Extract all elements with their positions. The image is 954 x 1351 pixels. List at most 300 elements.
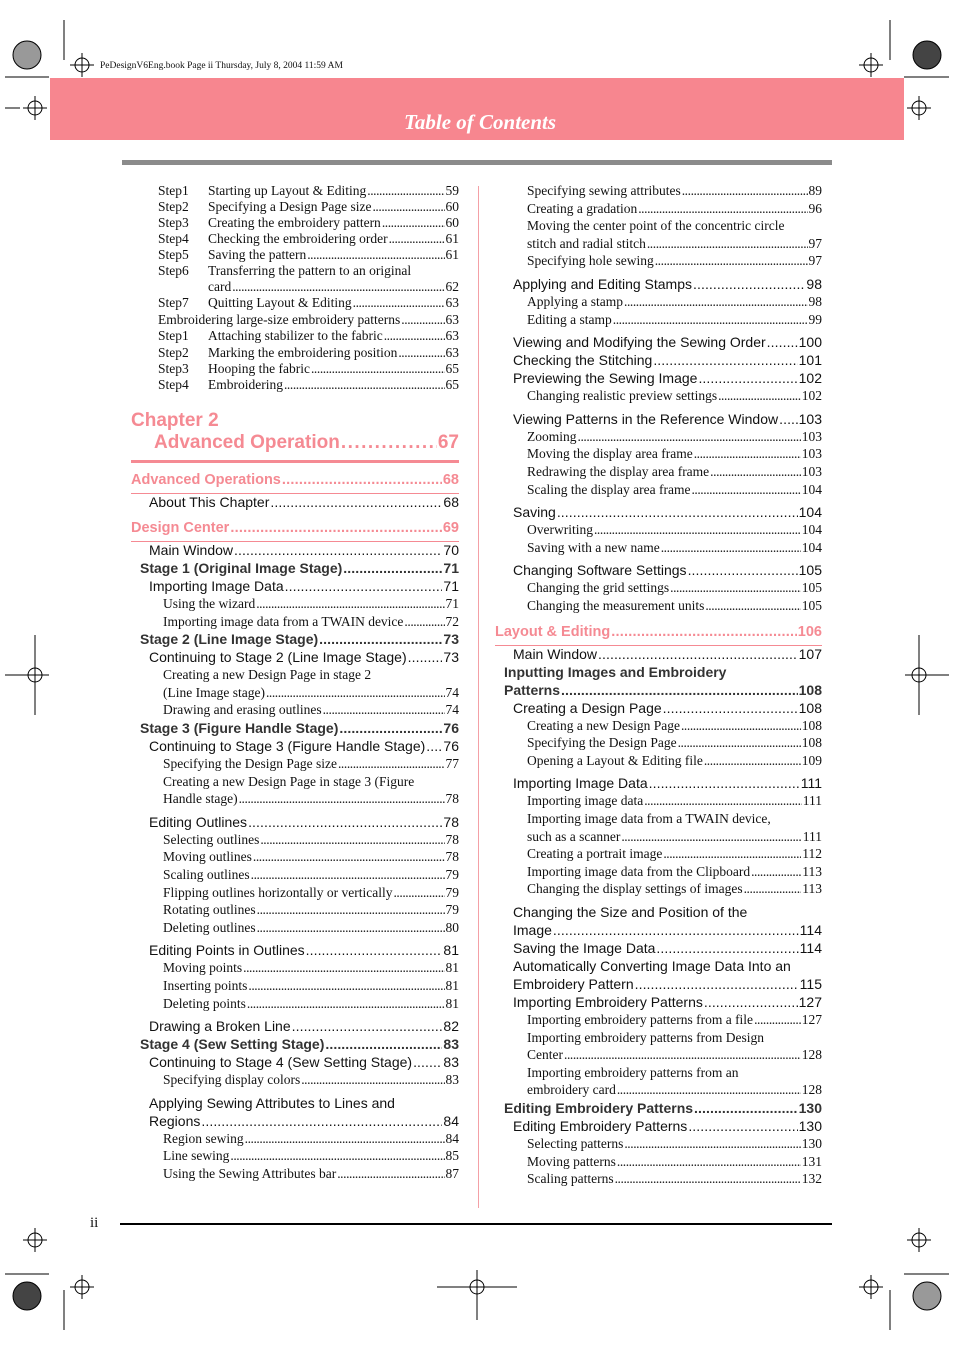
dot-leader [744,881,802,897]
toc-entry[interactable] [527,294,822,310]
large-size-entry[interactable] [158,312,459,328]
entry-title: Zooming [527,428,577,444]
dot-leader [260,832,444,848]
entry-page-number: 97 [808,235,822,251]
dot-leader [617,1154,801,1170]
step-label: Step3 [158,361,189,376]
toc-entry[interactable] [163,885,459,901]
toc-entry[interactable] [513,646,822,662]
entry-title: Stage 4 (Sew Setting Stage) [140,1036,325,1053]
toc-entry[interactable] [527,1082,822,1098]
entry-page-number: 97 [808,253,822,269]
dot-leader [401,312,444,328]
toc-entry[interactable] [163,614,459,630]
toc-entry[interactable] [527,881,822,897]
toc-entry[interactable] [163,1072,459,1088]
dot-leader [337,1166,444,1182]
dot-leader [234,542,442,558]
dot-leader [245,1131,445,1147]
entry-title-line1[interactable]: Importing embroidery patterns from an [527,1064,739,1080]
toc-entry[interactable] [504,682,822,698]
toc-entry[interactable] [513,994,822,1010]
entry-title: Flipping outlines horizontally or vertically [163,884,393,900]
dot-leader [353,295,445,311]
entry-title: Changing realistic preview settings [527,388,718,404]
dot-leader [201,1113,442,1129]
toc-entry[interactable] [163,702,459,718]
step-label: Step4 [158,231,189,246]
step-entry-line1[interactable] [158,263,411,279]
entry-page-number: 98 [806,276,822,292]
dot-leader [594,522,801,538]
dot-leader [367,183,444,199]
dot-leader [598,646,798,662]
entry-page-number: 80 [445,919,459,935]
entry-page-number: 103 [801,446,822,462]
entry-title: embroidery card [527,1082,616,1098]
entry-title: Advanced Operations [131,472,281,488]
step-entry[interactable] [158,295,459,311]
toc-entry[interactable] [527,864,822,880]
toc-entry[interactable] [527,388,822,404]
dot-leader [239,791,445,807]
entry-title: stitch and radial stitch [527,235,646,251]
entry-title: Continuing to Stage 3 (Figure Handle Stage) [149,738,426,754]
dot-leader [663,846,801,862]
entry-page-number: 108 [798,681,822,698]
dot-leader [624,294,808,310]
step-label: Step5 [158,247,189,262]
entry-title: Scaling the display area frame [527,481,691,497]
dot-leader [688,562,798,578]
title-banner [50,78,904,140]
entry-page-number: 104 [801,539,822,555]
toc-entry[interactable] [513,1118,822,1134]
toc-entry[interactable] [527,1047,822,1063]
entry-title: Stage 1 (Original Image Stage) [140,560,343,576]
toc-entry[interactable] [513,334,822,350]
column-divider [478,186,479,1208]
dot-leader [270,494,442,510]
step-entry[interactable] [158,328,459,344]
entry-page-number: 104 [798,504,822,521]
entry-title: Saving with a new name [527,539,660,555]
dot-leader [710,464,801,480]
toc-entry[interactable] [163,832,459,848]
dot-leader [653,352,797,368]
toc-entry[interactable] [140,631,459,647]
entry-page-number: 63 [445,312,459,327]
entry-title: Specifying a Design Page size [208,199,372,214]
toc-entry[interactable] [527,829,822,845]
dot-leader [285,578,443,594]
toc-entry[interactable] [163,596,459,612]
entry-page-number: 61 [445,231,459,246]
entry-title: Drawing and erasing outlines [163,702,322,718]
toc-entry[interactable] [527,540,822,556]
dot-leader [253,849,445,865]
entry-page-number: 102 [798,370,822,387]
dot-leader [306,942,443,958]
entry-page-number: 114 [799,940,822,956]
entry-page-number: 60 [445,215,459,230]
entry-title: Changing the grid settings [527,580,670,596]
entry-title: Applying a stamp [527,294,623,309]
toc-entry[interactable] [504,1100,822,1116]
toc-entry[interactable] [527,846,822,862]
toc-entry[interactable] [527,522,822,538]
step-entry[interactable] [158,199,459,215]
step-entry[interactable] [158,247,459,263]
entry-title-line1[interactable]: Inputting Images and Embroidery [504,663,727,680]
dot-leader [644,793,802,809]
toc-entry[interactable] [149,814,459,830]
entry-page-number: 81 [443,942,459,959]
entry-page-number: 60 [445,199,459,214]
entry-title: such as a scanner [527,828,621,844]
dot-leader [751,864,801,880]
entry-page-number: 74 [445,684,459,700]
toc-entry[interactable] [163,849,459,865]
toc-entry[interactable] [163,867,459,883]
entry-page-number: 79 [445,867,459,882]
entry-title: Stage 2 (Line Image Stage) [140,631,319,648]
step-label: Step3 [158,215,189,230]
dot-leader [617,1082,801,1098]
toc-entry[interactable] [149,649,459,665]
entry-page-number: 103 [798,410,822,427]
entry-page-number: 109 [801,752,822,768]
dot-leader [754,1012,801,1028]
entry-page-number: 63 [445,345,459,360]
toc-entry[interactable] [140,560,459,576]
entry-title: Previewing the Sewing Image [513,370,698,387]
entry-page-number: 107 [798,645,822,662]
dot-leader [341,432,437,454]
entry-title-line1[interactable]: Creating a new Design Page in stage 2 [163,667,372,683]
entry-page-number: 79 [445,884,459,900]
step-label: Step6 [158,263,189,278]
entry-page-number: 115 [799,976,822,992]
entry-title: Redrawing the display area frame [527,464,710,479]
entry-page-number: 61 [445,247,459,262]
entry-title: card [208,279,232,294]
entry-page-number: 132 [801,1171,822,1187]
entry-page-number: 111 [802,793,822,809]
dot-leader [698,370,797,386]
toc-entry[interactable] [163,978,459,994]
entry-page-number: 81 [445,978,459,993]
toc-entry[interactable] [149,542,459,558]
entry-page-number: 108 [801,735,822,751]
dot-leader [384,328,445,344]
toc-entry[interactable] [163,1131,459,1147]
dot-leader [635,976,799,992]
entry-title: Moving the display area frame [527,446,693,462]
entry-title: Starting up Layout & Editing [208,183,367,198]
entry-title: Main Window [149,542,234,558]
entry-page-number: 77 [445,756,459,771]
entry-page-number: 84 [443,1112,459,1129]
toc-entry[interactable] [163,1148,459,1164]
toc-entry[interactable] [163,920,459,936]
toc-entry[interactable] [527,183,822,199]
dot-leader [247,996,445,1012]
chapter-label: Chapter 2 [131,410,219,431]
dot-leader [339,720,442,736]
chapter-title[interactable] [154,432,459,454]
toc-entry[interactable] [149,1113,459,1129]
dot-leader [284,377,445,393]
toc-entry[interactable] [513,700,822,716]
dot-leader [426,738,442,754]
toc-entry[interactable] [513,370,822,386]
step-entry[interactable] [158,361,459,377]
step-entry[interactable] [158,377,459,393]
entry-title: Continuing to Stage 2 (Line Image Stage) [149,649,407,666]
entry-page-number: 63 [445,295,459,310]
entry-title: Editing Embroidery Patterns [513,1118,688,1134]
toc-entry[interactable] [513,922,822,938]
dot-leader [282,472,442,488]
entry-page-number: 85 [445,1148,459,1164]
entry-title-line1[interactable]: Applying Sewing Attributes to Lines and [149,1094,395,1111]
entry-title: Drawing a Broken Line [149,1018,291,1035]
dot-leader [611,624,797,640]
toc-entry[interactable] [513,562,822,578]
toc-entry[interactable] [527,753,822,769]
dot-leader [578,429,801,445]
toc-entry[interactable] [495,624,822,640]
dot-leader [257,920,445,936]
toc-entry[interactable] [163,756,459,772]
entry-page-number: 71 [443,560,459,576]
entry-page-number: 78 [443,813,459,830]
entry-title: Specifying display colors [163,1072,301,1088]
toc-entry[interactable] [527,253,822,269]
toc-entry[interactable] [163,685,459,701]
entry-page-number: 74 [445,702,459,718]
entry-title: Saving [513,504,556,521]
step-entry[interactable] [158,345,459,361]
toc-entry[interactable] [149,494,459,510]
entry-page-number: 105 [798,562,822,579]
entry-title-line1[interactable]: Importing image data from a TWAIN device, [527,811,771,826]
entry-title: Moving patterns [527,1153,616,1169]
toc-entry[interactable] [149,1018,459,1034]
toc-entry[interactable] [513,775,822,791]
toc-entry[interactable] [149,1054,459,1070]
dot-leader [292,1018,443,1034]
entry-title-line1[interactable]: Importing embroidery patterns from Design [527,1029,764,1045]
step-label: Step2 [158,199,189,214]
entry-page-number: 71 [445,596,459,611]
toc-entry[interactable] [149,738,459,754]
entry-title-line1[interactable]: Automatically Converting Image Data Into an [513,958,791,974]
dot-leader [681,718,801,734]
dot-leader [266,685,445,701]
entry-title: Transferring the pattern to an original [208,263,412,278]
dot-leader [663,700,798,716]
entry-page-number: 82 [443,1018,459,1035]
entry-title: Specifying the Design Page [527,735,677,751]
entry-title: Overwriting [527,522,593,538]
dot-leader [323,702,445,718]
toc-entry[interactable] [527,482,822,498]
entry-page-number: 68 [443,494,459,510]
banner-title: Table of Contents [403,110,557,134]
toc-entry[interactable] [163,1166,459,1182]
toc-entry[interactable] [149,578,459,594]
toc-entry[interactable] [527,201,822,217]
entry-page-number: 106 [797,623,822,640]
toc-entry[interactable] [527,1136,822,1152]
toc-entry[interactable] [513,940,822,956]
toc-entry[interactable] [149,942,459,958]
dot-leader [682,183,808,199]
entry-title: Using the wizard [163,596,256,611]
toc-entry[interactable] [513,976,822,992]
entry-page-number: 78 [445,791,459,807]
toc-entry[interactable] [527,1154,822,1170]
page-number: ii [90,1215,99,1231]
entry-page-number: 81 [445,995,459,1011]
toc-entry[interactable] [513,276,822,292]
entry-page-number: 87 [445,1166,459,1181]
entry-title: Saving the pattern [208,247,307,262]
entry-page-number: 130 [798,1118,822,1134]
entry-title: Line sewing [163,1148,230,1164]
entry-page-number: 108 [801,717,822,733]
dot-leader [230,520,442,536]
step-entry[interactable] [158,215,459,231]
entry-title-line1[interactable]: Creating a new Design Page in stage 3 (Figure [163,773,415,789]
entry-title: Rotating outlines [163,902,256,918]
toc-entry[interactable] [163,902,459,918]
toc-entry[interactable] [527,718,822,734]
entry-title: Marking the embroidering position [208,345,398,360]
dot-leader [561,682,798,698]
entry-page-number: 79 [445,902,459,918]
dot-leader [389,231,445,247]
entry-page-number: 81 [445,960,459,976]
entry-page-number: 131 [801,1153,822,1169]
entry-title: Center [527,1047,563,1063]
entry-page-number: 59 [445,183,459,198]
entry-title: Handle stage) [163,791,238,807]
toc-entry[interactable] [527,446,822,462]
toc-entry[interactable] [527,735,822,751]
file-header: PeDesignV6Eng.book Page ii Thursday, July 8, 2004 11:59 AM [100,61,343,71]
entry-title: Layout & Editing [495,623,611,640]
entry-title: Stage 3 (Figure Handle Stage) [140,720,339,736]
dot-leader [661,540,801,556]
step-entry[interactable] [208,279,459,295]
entry-title: Creating a new Design Page [527,717,680,733]
step-label: Step4 [158,377,189,392]
toc-entry[interactable] [527,580,822,596]
toc-entry[interactable] [527,1012,822,1028]
entry-title-line1[interactable]: Moving the center point of the concentric circle [527,218,785,234]
toc-entry[interactable] [163,960,459,976]
toc-entry[interactable] [513,352,822,368]
entry-page-number: 127 [798,994,822,1010]
step-entry[interactable] [158,231,459,247]
entry-title-line1[interactable]: Changing the Size and Position of the [513,904,748,920]
dot-leader [688,1118,797,1134]
entry-page-number: 69 [442,520,459,536]
toc-entry[interactable] [140,1036,459,1052]
toc-entry[interactable] [527,793,822,809]
dot-leader [655,253,808,269]
dot-leader [256,596,444,612]
entry-title: Specifying hole sewing [527,253,654,269]
dot-leader [301,1072,444,1088]
dot-leader [694,446,801,462]
dot-leader [705,598,800,614]
entry-page-number: 73 [443,649,459,666]
toc-entry[interactable] [527,236,822,252]
dot-leader [553,922,799,938]
toc-entry[interactable] [527,312,822,328]
toc-entry[interactable] [131,520,459,536]
entry-page-number: 83 [443,1054,459,1071]
entry-title: Moving outlines [163,849,252,865]
entry-page-number: 111 [802,828,822,844]
dot-leader [621,829,801,845]
toc-entry[interactable] [163,996,459,1012]
dot-leader [408,649,443,665]
entry-title: Importing Image Data [513,775,648,792]
entry-title: Changing Software Settings [513,562,687,579]
toc-entry[interactable] [527,429,822,445]
entry-page-number: 65 [445,361,459,376]
entry-page-number: 101 [798,352,822,369]
entry-title: Scaling outlines [163,867,250,882]
entry-title: Creating a gradation [527,200,638,216]
dot-leader [613,312,808,328]
step-entry[interactable] [158,183,459,199]
entry-page-number: 68 [442,472,459,488]
entry-page-number: 105 [801,598,822,613]
entry-title: Changing the measurement units [527,598,705,613]
toc-entry[interactable] [527,598,822,614]
entry-page-number: 99 [808,311,822,327]
entry-title: Deleting points [163,995,246,1011]
entry-page-number: 76 [443,720,459,736]
toc-entry[interactable] [131,472,459,488]
entry-page-number: 130 [798,1100,822,1116]
dot-leader [718,388,801,404]
toc-entry[interactable] [527,1171,822,1187]
entry-page-number: 83 [443,1036,459,1053]
toc-entry[interactable] [527,464,822,480]
toc-entry[interactable] [513,504,822,520]
toc-entry[interactable] [163,791,459,807]
toc-entry[interactable] [140,720,459,736]
toc-entry[interactable] [513,411,822,427]
entry-title: Creating the embroidery pattern [208,215,381,230]
dot-leader [656,940,798,956]
dot-leader [248,978,444,994]
entry-title: Editing Points in Outlines [149,942,305,959]
step-label: Step1 [158,328,189,343]
dot-leader [372,199,444,215]
entry-title: Saving the Image Data [513,940,656,956]
entry-title: Moving points [163,960,243,976]
dot-leader [647,236,808,252]
entry-page-number: 128 [801,1082,822,1098]
